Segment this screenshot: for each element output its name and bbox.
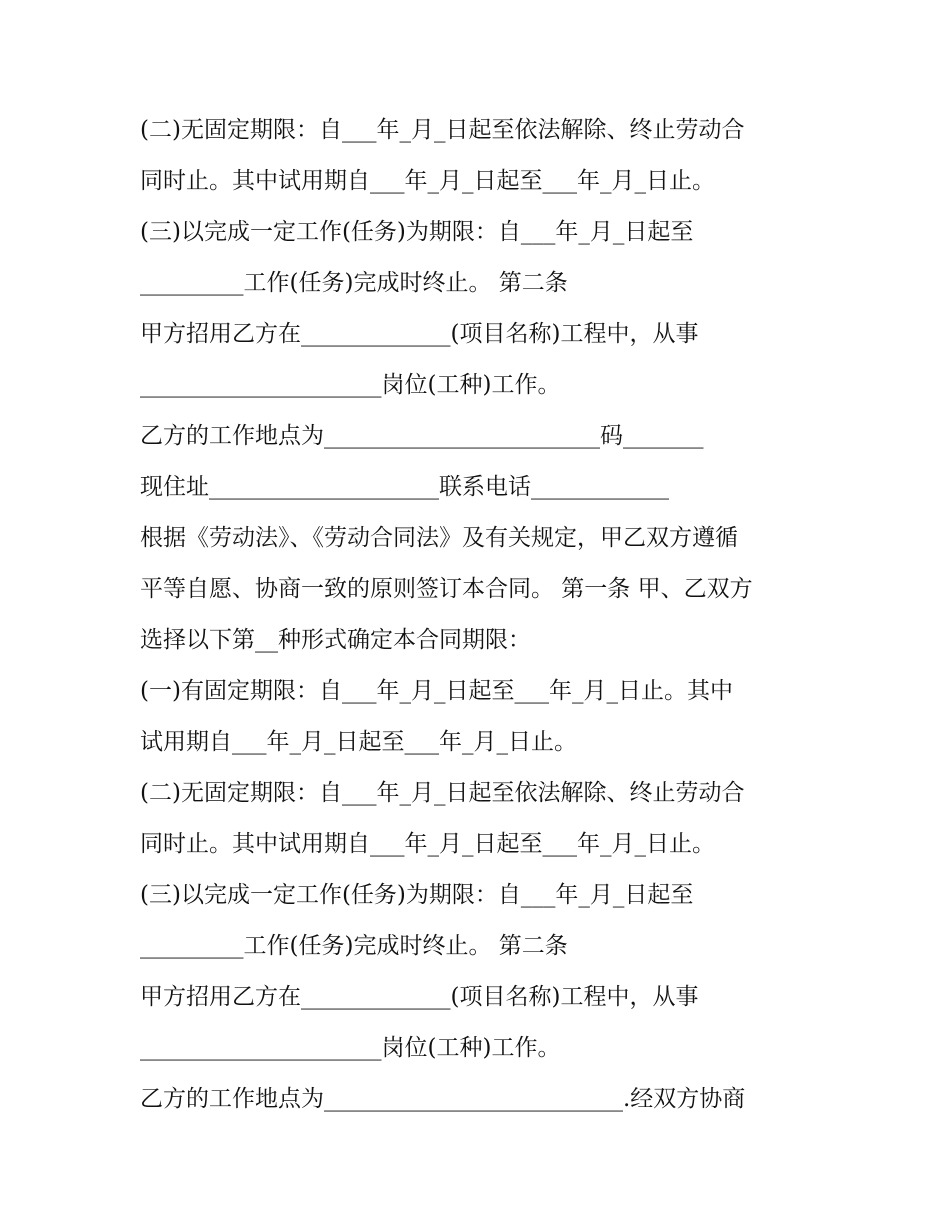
- text-line-8: 现住址____________________联系电话____________: [140, 474, 669, 500]
- text-line-10: 平等自愿、协商一致的原则签订本合同。 第一条 甲、乙双方: [140, 576, 753, 602]
- text-line-7: 乙方的工作地点为________________________码_______: [140, 423, 704, 449]
- text-line-1: (二)无固定期限：自___年_月_日起至依法解除、终止劳动合: [140, 117, 745, 143]
- contract-text-body: [140, 105, 840, 1125]
- text-line-13: 试用期自___年_月_日起至___年_月_日止。: [140, 729, 577, 755]
- text-line-15: 同时止。其中试用期自___年_月_日起至___年_月_日止。: [140, 831, 715, 857]
- text-line-5: 甲方招用乙方在_____________(项目名称)工程中，从事: [140, 321, 699, 347]
- text-line-16: (三)以完成一定工作(任务)为期限：自___年_月_日起至: [140, 882, 694, 908]
- text-line-18: 甲方招用乙方在_____________(项目名称)工程中，从事: [140, 984, 699, 1010]
- text-line-14: (二)无固定期限：自___年_月_日起至依法解除、终止劳动合: [140, 780, 745, 806]
- text-line-19: _____________________岗位(工种)工作。: [140, 1035, 561, 1061]
- text-line-4: _________工作(任务)完成时终止。 第二条: [140, 270, 568, 296]
- text-line-11: 选择以下第__种形式确定本合同期限：: [140, 627, 531, 653]
- text-line-9: 根据《劳动法》、《劳动合同法》及有关规定，甲乙双方遵循: [140, 525, 738, 551]
- text-line-20: 乙方的工作地点为__________________________.经双方协商: [140, 1086, 746, 1112]
- text-line-3: (三)以完成一定工作(任务)为期限：自___年_月_日起至: [140, 219, 694, 245]
- text-line-6: _____________________岗位(工种)工作。: [140, 372, 561, 398]
- text-line-17: _________工作(任务)完成时终止。 第二条: [140, 933, 568, 959]
- text-line-12: (一)有固定期限：自___年_月_日起至___年_月_日止。其中: [140, 678, 733, 704]
- text-line-2: 同时止。其中试用期自___年_月_日起至___年_月_日止。: [140, 168, 715, 194]
